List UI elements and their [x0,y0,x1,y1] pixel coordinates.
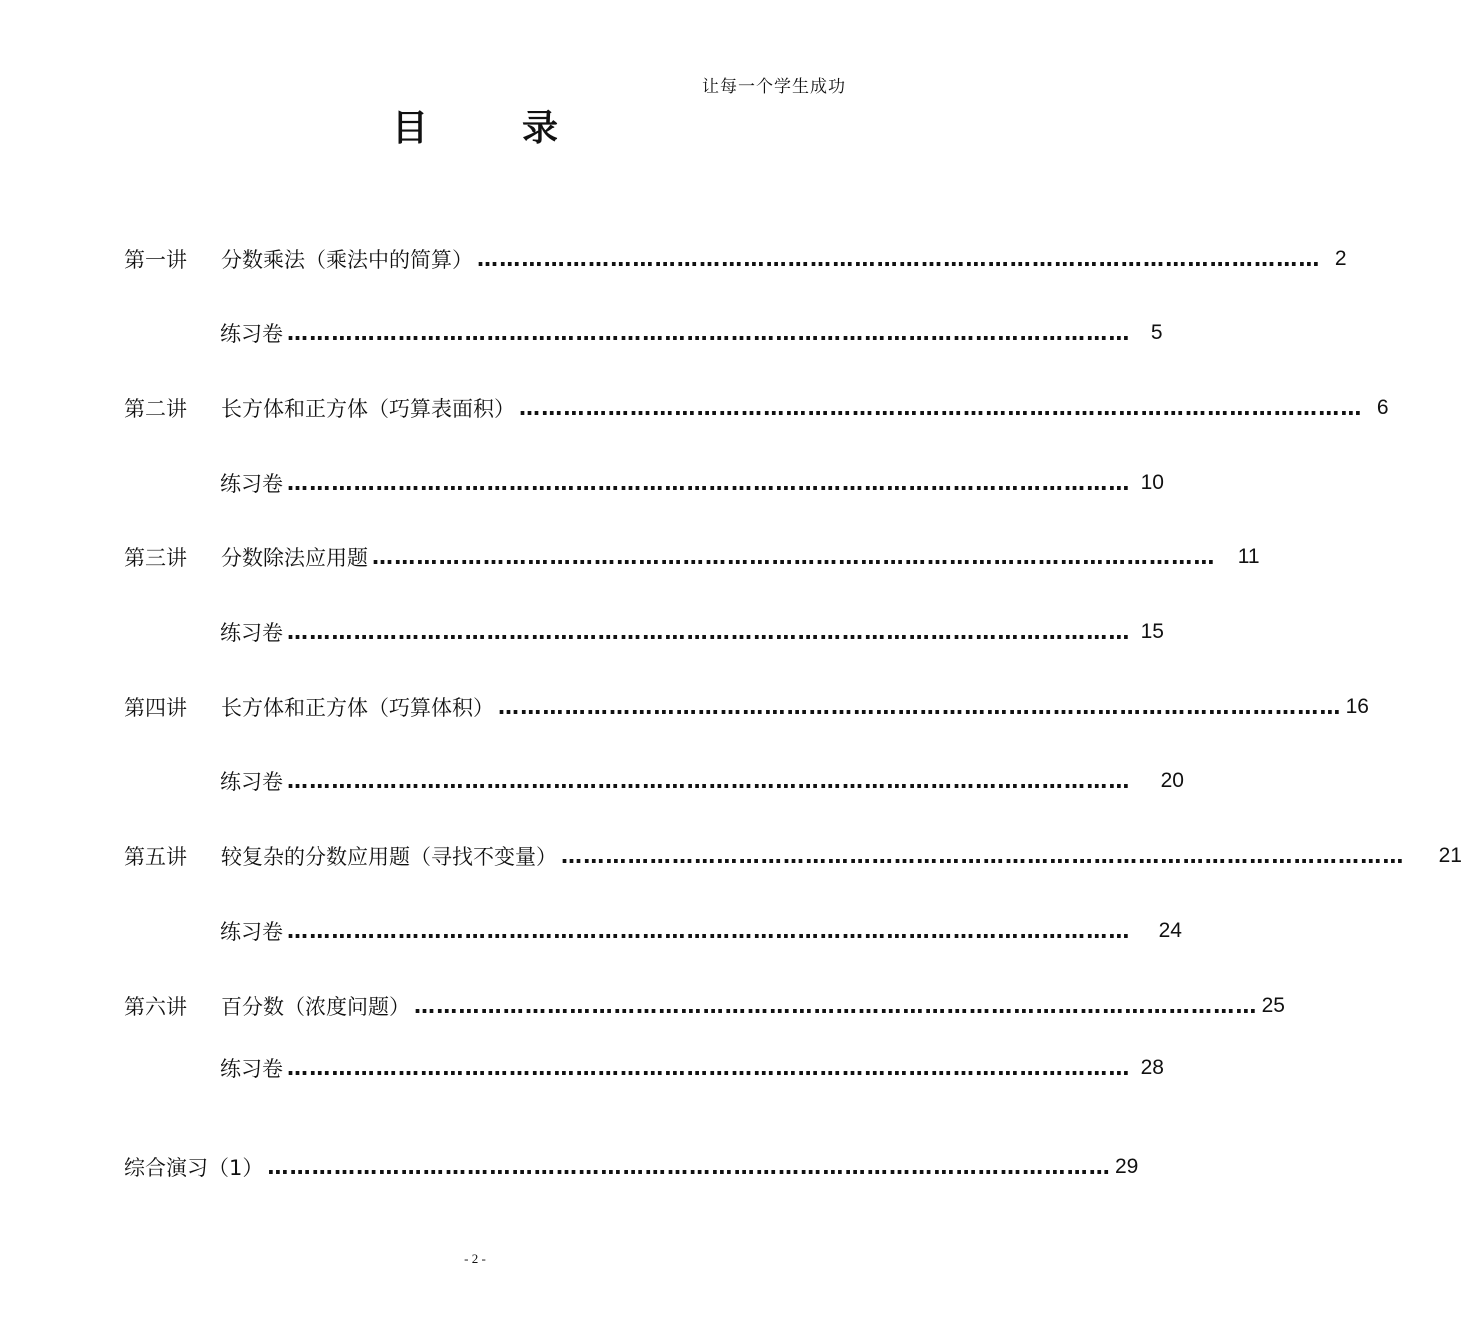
toc-entry-label: 练习卷 [220,322,283,346]
header-motto: 让每一个学生成功 [702,77,846,97]
toc-lecture-number: 第五讲 [124,845,187,869]
page-footer-number: - 2 - [464,1251,486,1266]
toc-leader-dots: …………………………………………………………………………………………………… [287,769,1131,793]
toc-entry-exercise-3[interactable] [220,617,1164,647]
toc-entry-label: 分数除法应用题 [221,546,368,570]
toc-entry-exercise-4[interactable] [220,766,1184,796]
toc-entry-exercise-2[interactable] [220,468,1164,498]
toc-page-number: 2 [1334,247,1347,270]
toc-page-number: 29 [1114,1155,1139,1178]
toc-entry-lecture-6[interactable] [124,991,1285,1021]
toc-leader-dots: …………………………………………………………………………………………………… [561,844,1405,868]
toc-page-number: 25 [1261,994,1285,1017]
title-char-2: 录 [522,108,559,149]
toc-leader-dots: …………………………………………………………………………………………………… [477,247,1321,271]
toc-leader-dots: …………………………………………………………………………………………………… [287,1056,1131,1080]
page-title [0,100,950,151]
toc-lecture-number: 第二讲 [124,397,187,421]
toc-leader-dots: …………………………………………………………………………………………………… [498,695,1342,719]
toc-entry-exercise-5[interactable] [220,916,1182,946]
toc-entry-label: 百分数（浓度问题） [221,995,410,1019]
toc-entry-label: 综合演习（1） [124,1156,264,1180]
toc-leader-dots: …………………………………………………………………………………………………… [287,471,1131,495]
toc-entry-label: 较复杂的分数应用题（寻找不变量） [221,845,557,869]
toc-leader-dots: …………………………………………………………………………………………………… [519,396,1363,420]
toc-page-number: 21 [1438,844,1462,867]
toc-page-number: 5 [1150,321,1163,344]
toc-page-number: 20 [1160,769,1184,792]
toc-page-number: 6 [1376,396,1389,419]
toc-entry-label: 练习卷 [220,920,283,944]
toc-entry-exercise-1[interactable] [220,318,1163,348]
toc-leader-dots: …………………………………………………………………………………………………… [287,321,1131,345]
toc-entry-lecture-5[interactable] [124,841,1462,871]
toc-entry-label: 练习卷 [220,770,283,794]
toc-lecture-number: 第六讲 [124,995,187,1019]
toc-entry-label: 长方体和正方体（巧算表面积） [221,397,515,421]
toc-page-number: 24 [1158,919,1182,942]
toc-entry-lecture-3[interactable] [124,542,1260,572]
toc-entry-lecture-4[interactable] [124,692,1369,722]
toc-lecture-number: 第四讲 [124,696,187,720]
toc-leader-dots: …………………………………………………………………………………………………… [287,919,1131,943]
toc-entry-lecture-2[interactable] [124,393,1389,423]
toc-entry-label: 练习卷 [220,1057,283,1081]
title-char-1: 目 [391,108,428,149]
toc-lecture-number: 第三讲 [124,546,187,570]
toc-page-number: 28 [1140,1056,1164,1079]
toc-page-number: 15 [1140,620,1164,643]
toc-leader-dots: …………………………………………………………………………………………………… [414,994,1258,1018]
toc-entry-lecture-1[interactable] [124,244,1347,274]
toc-page-number: 11 [1237,545,1260,568]
toc-entry-exercise-6[interactable] [220,1053,1164,1083]
toc-leader-dots: …………………………………………………………………………………………………… [372,545,1216,569]
toc-leader-dots: …………………………………………………………………………………………………… [287,620,1131,644]
toc-page-number: 10 [1140,471,1164,494]
toc-leader-dots: …………………………………………………………………………………………………… [267,1155,1111,1179]
toc-lecture-number: 第一讲 [124,248,187,272]
toc-entry-label: 长方体和正方体（巧算体积） [221,696,494,720]
toc-entry-label: 分数乘法（乘法中的简算） [221,248,473,272]
toc-entry-label: 练习卷 [220,621,283,645]
toc-entry-label: 练习卷 [220,472,283,496]
toc-entry-comprehensive-1[interactable] [124,1152,1139,1182]
toc-page-number: 16 [1345,695,1369,718]
